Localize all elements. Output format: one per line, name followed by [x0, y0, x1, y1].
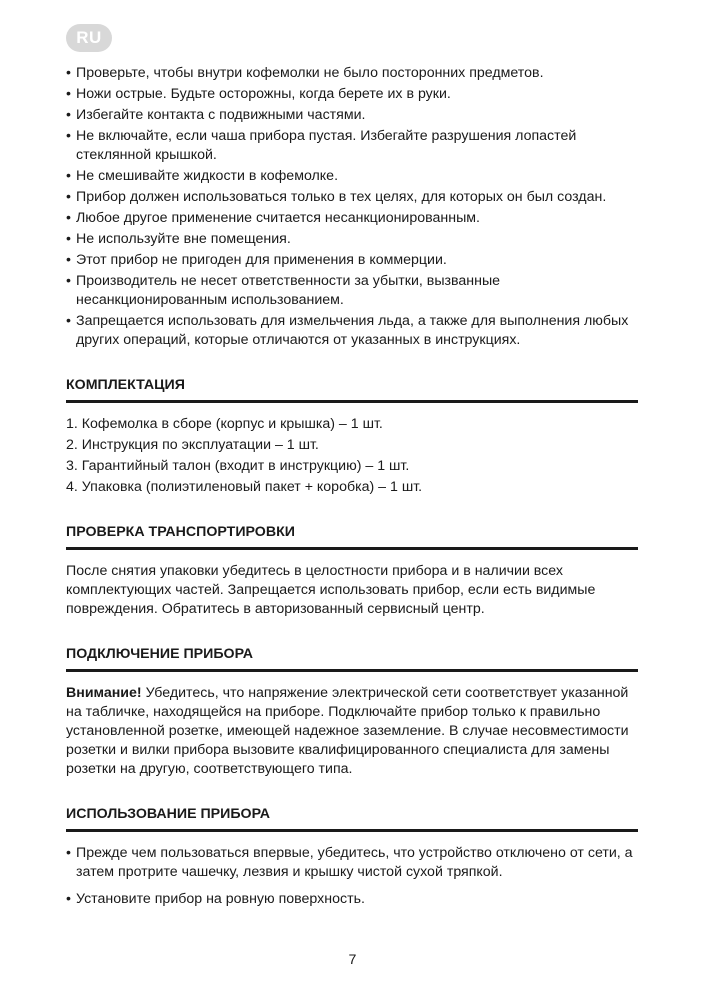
section-title: ПРОВЕРКА ТРАНСПОРТИРОВКИ: [66, 523, 638, 550]
contents-list: [66, 415, 638, 497]
list-item: • Запрещается использовать для измельчения льда, а также для выполнения любых других операций, которые отличаются от указанных в инструкциях.: [66, 312, 638, 350]
usage-section: [66, 805, 638, 909]
warning-text: Убедитесь, что напряжение электрической сети соответствует указанной на табличке, находящейся на приборе. Подключайте прибор только к правильно установленной розетке, имеющей надежное заземление. В случае несовместимости розетки и вилки прибора вызовите квалифицированного специалиста для замены розетки на другую, соответствующего типа.: [66, 685, 629, 777]
list-item: • Прежде чем пользоваться впервые, убедитесь, что устройство отключено от сети, а затем протрите чашечку, лезвия и крышку чистой сухой тряпкой.: [66, 844, 638, 882]
paragraph: После снятия упаковки убедитесь в целостности прибора и в наличии всех комплектующих частей. Запрещается использовать прибор, если есть видимые повреждения. Обратитесь в авторизованный сервисный центр.: [66, 563, 596, 617]
page-number: 7: [348, 952, 357, 968]
list-item: • Производитель не несет ответственности за убытки, вызванные несанкционированным использованием.: [66, 272, 638, 310]
section-title: ИСПОЛЬЗОВАНИЕ ПРИБОРА: [66, 805, 638, 832]
language-badge: RU: [66, 24, 112, 52]
list-item: • Любое другое применение считается несанкционированным.: [66, 209, 638, 228]
list-item: • Не включайте, если чаша прибора пустая. Избегайте разрушения лопастей стеклянной крышкой.: [66, 127, 638, 165]
connection-section: [66, 645, 638, 779]
list-item: • Установите прибор на ровную поверхность.: [66, 890, 638, 909]
list-item: • Ножи острые. Будьте осторожны, когда берете их в руки.: [66, 85, 638, 104]
list-item: 4. Упаковка (полиэтиленовый пакет + коробка) – 1 шт.: [66, 479, 423, 495]
list-item: • Не смешивайте жидкости в кофемолке.: [66, 167, 638, 186]
list-item: 2. Инструкция по эксплуатации – 1 шт.: [66, 437, 319, 453]
transport-check-section: [66, 523, 638, 619]
paragraph: [66, 684, 638, 779]
warning-label: Внимание!: [66, 685, 142, 701]
contents-section: [66, 376, 638, 497]
list-item: • Избегайте контакта с подвижными частями.: [66, 106, 638, 125]
list-item: • Этот прибор не пригоден для применения в коммерции.: [66, 251, 638, 270]
list-item: 1. Кофемолка в сборе (корпус и крышка) – 1 шт.: [66, 416, 383, 432]
section-title: ПОДКЛЮЧЕНИЕ ПРИБОРА: [66, 645, 638, 672]
list-item: • Не используйте вне помещения.: [66, 230, 638, 249]
safety-list: [66, 64, 638, 350]
page-content: [66, 64, 638, 917]
list-item: • Проверьте, чтобы внутри кофемолки не было посторонних предметов.: [66, 64, 638, 83]
section-title: КОМПЛЕКТАЦИЯ: [66, 376, 638, 403]
list-item: 3. Гарантийный талон (входит в инструкцию) – 1 шт.: [66, 458, 410, 474]
usage-list: [66, 844, 638, 909]
list-item: • Прибор должен использоваться только в тех целях, для которых он был создан.: [66, 188, 638, 207]
